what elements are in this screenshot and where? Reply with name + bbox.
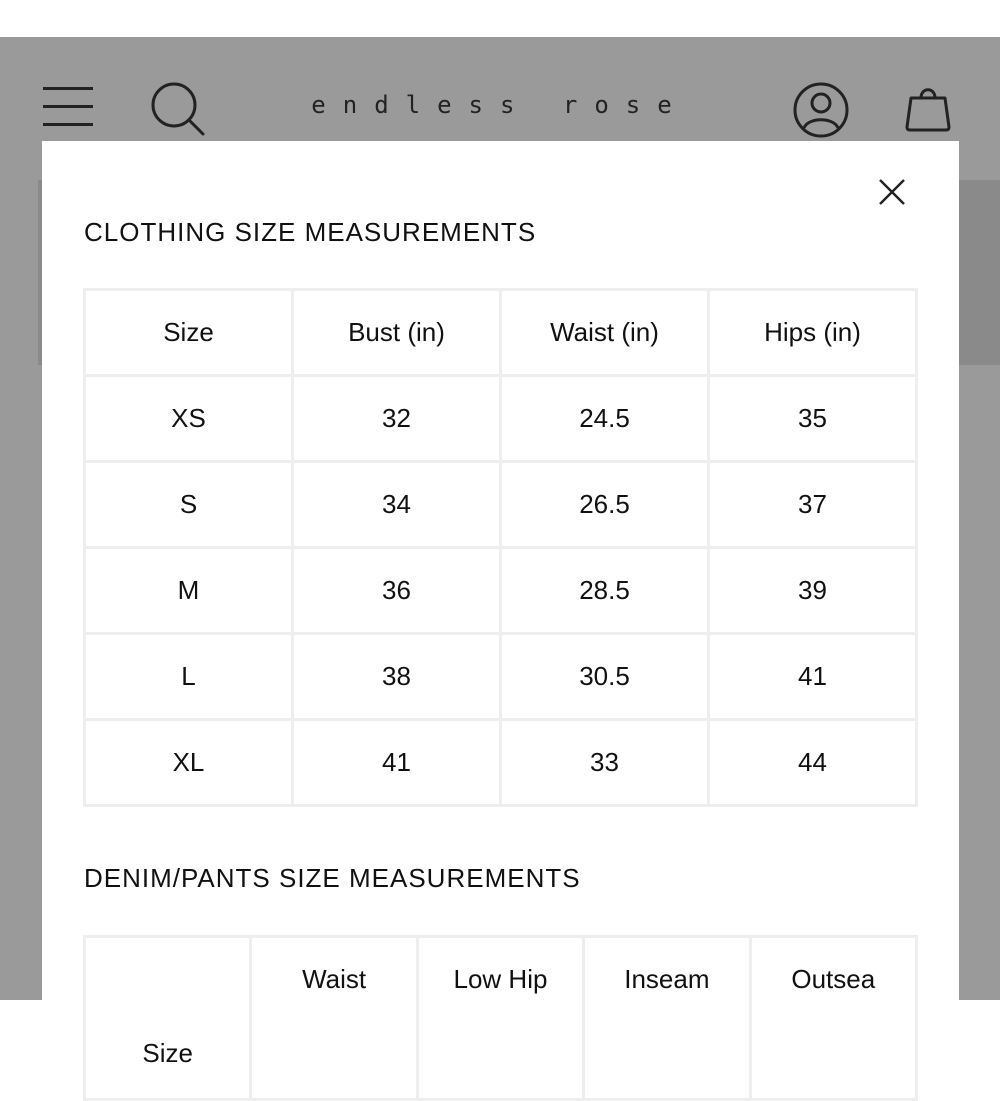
column-header: Size	[85, 937, 251, 1100]
table-cell: 37	[709, 462, 917, 548]
account-icon[interactable]	[792, 81, 850, 139]
denim-section-title: DENIM/PANTS SIZE MEASUREMENTS	[84, 863, 581, 893]
table-header-row	[85, 290, 917, 376]
column-header: Outsea	[750, 937, 916, 1100]
table-cell: 30.5	[501, 634, 709, 720]
table-cell: 41	[709, 634, 917, 720]
column-header: Size	[85, 290, 293, 376]
denim-size-table	[83, 935, 918, 1101]
column-header: Bust (in)	[293, 290, 501, 376]
table-cell: 44	[709, 720, 917, 806]
table-cell: 36	[293, 548, 501, 634]
table-cell: 35	[709, 376, 917, 462]
status-bar-area	[0, 0, 1000, 37]
table-cell: 28.5	[501, 548, 709, 634]
close-icon[interactable]	[877, 177, 907, 207]
size-guide-modal	[42, 141, 959, 1068]
site-logo[interactable]: endless rose	[311, 91, 689, 119]
table-cell: XS	[85, 376, 293, 462]
table-cell: 38	[293, 634, 501, 720]
table-cell: 33	[501, 720, 709, 806]
site-header	[0, 37, 1000, 141]
cart-icon[interactable]	[902, 81, 954, 133]
column-header: Waist	[251, 937, 417, 1100]
table-cell: 32	[293, 376, 501, 462]
table-row	[85, 634, 917, 720]
clothing-section-title: CLOTHING SIZE MEASUREMENTS	[84, 217, 537, 247]
table-row	[85, 548, 917, 634]
column-header: Low Hip	[417, 937, 583, 1100]
table-row	[85, 720, 917, 806]
table-cell: S	[85, 462, 293, 548]
menu-icon[interactable]	[43, 87, 93, 127]
clothing-size-table	[83, 288, 918, 807]
table-cell: M	[85, 548, 293, 634]
table-cell: XL	[85, 720, 293, 806]
search-icon[interactable]	[148, 81, 208, 137]
background-image-edge-right	[958, 180, 1000, 365]
column-header: Waist (in)	[501, 290, 709, 376]
column-header: Hips (in)	[709, 290, 917, 376]
column-header: Inseam	[584, 937, 750, 1100]
table-cell: 26.5	[501, 462, 709, 548]
table-cell: 34	[293, 462, 501, 548]
table-cell: 39	[709, 548, 917, 634]
table-row	[85, 376, 917, 462]
table-header-row	[85, 937, 917, 1100]
table-cell: L	[85, 634, 293, 720]
table-row	[85, 462, 917, 548]
table-cell: 24.5	[501, 376, 709, 462]
table-cell: 41	[293, 720, 501, 806]
